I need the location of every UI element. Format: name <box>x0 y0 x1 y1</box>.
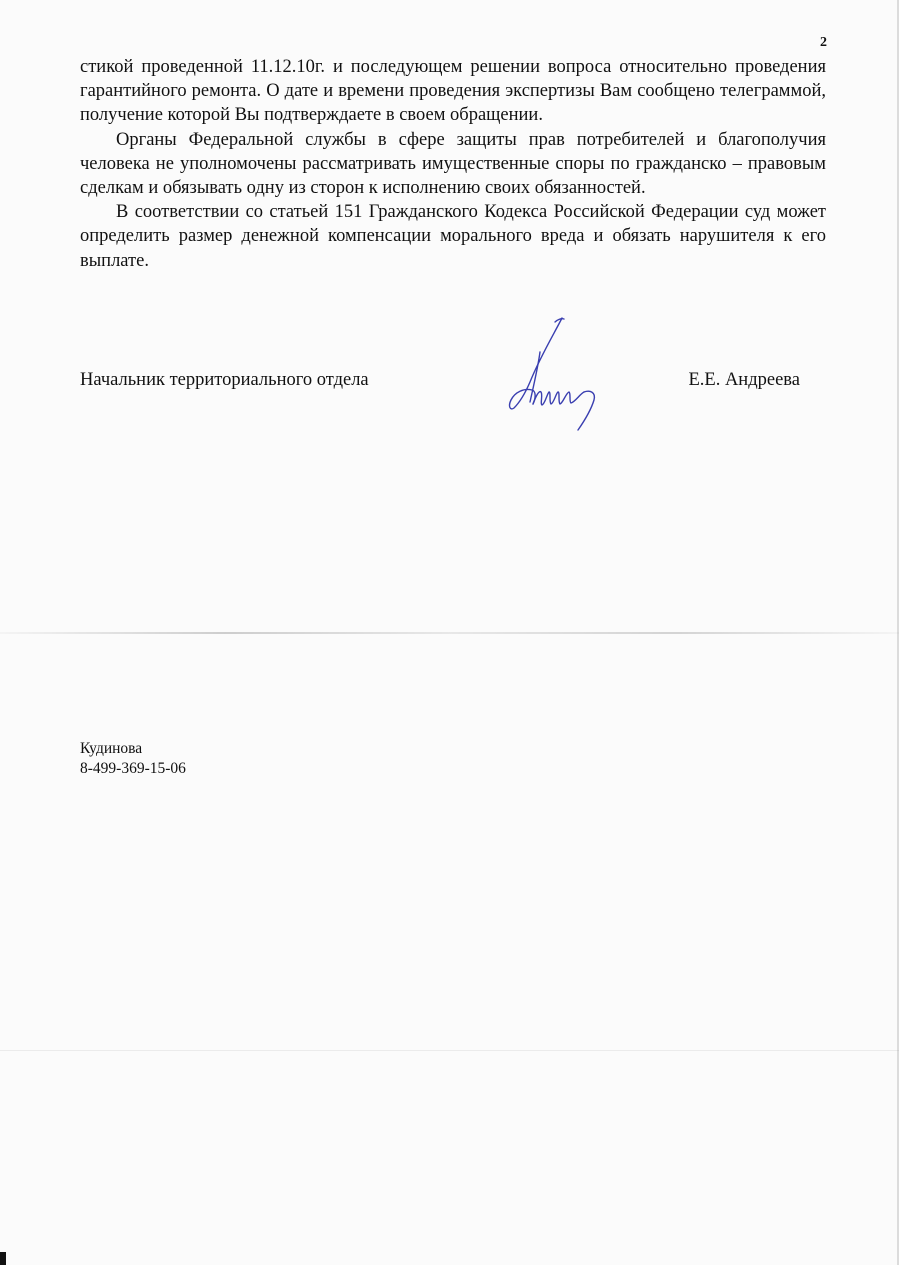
paragraph-continuation: стикой проведенной 11.12.10г. и последующем решении вопроса относительно проведения гарантийного ремонта. О дате и времени проведения экспертизы Вам сообщено телеграммой, получение которой Вы подтверждаете в своем обращении. <box>80 57 826 126</box>
letter-body <box>80 55 826 273</box>
contact-phone: 8-499-369-15-06 <box>80 760 186 777</box>
paragraph-authority: Органы Федеральной службы в сфере защиты прав потребителей и благополучия человека не уполномочены рассматривать имущественные споры по гражданско – правовым сделкам и обязывать одну из сторон к исполнению своих обязанностей. <box>80 129 826 199</box>
paper-fold-line <box>0 632 899 634</box>
contact-person: Кудинова <box>80 740 143 757</box>
page-number: 2 <box>820 35 827 50</box>
contact-block <box>80 739 186 779</box>
signatory-name: Е.Е. Андреева <box>688 370 800 390</box>
signature-block <box>80 370 826 400</box>
paragraph-civil-code: В соответствии со статьей 151 Гражданского Кодекса Российской Федерации суд может определить размер денежной компенсации морального вреда и обязать нарушителя к его выплате. <box>80 202 826 271</box>
scan-corner-mark <box>0 1252 6 1265</box>
signatory-position: Начальник территориального отдела <box>80 370 369 390</box>
paper-fold-line-lower <box>0 1050 899 1051</box>
